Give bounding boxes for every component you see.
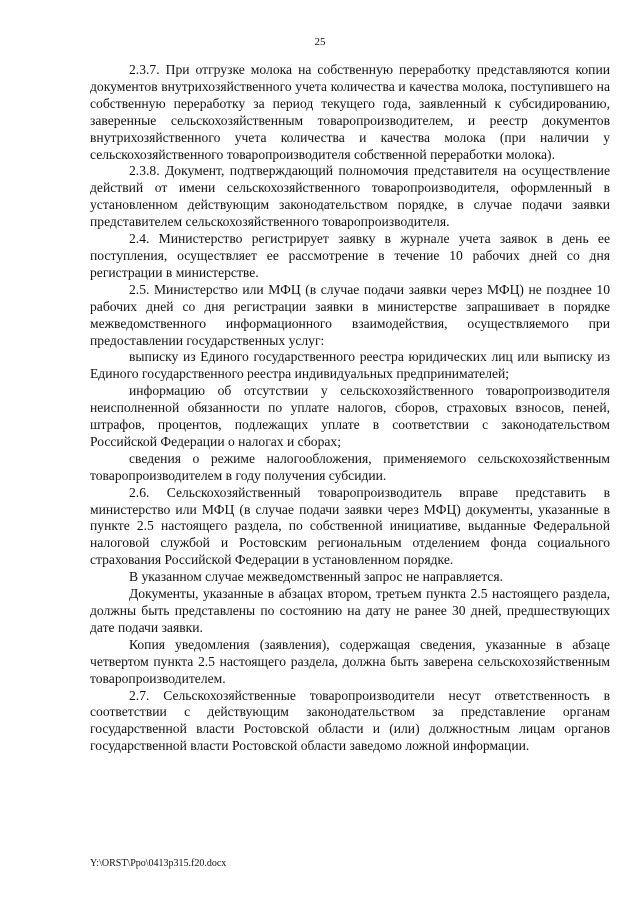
paragraph-2-6: 2.6. Сельскохозяйственный товаропроизводитель вправе представить в министерство или МФЦ (в случае подачи заявки через МФЦ) документы, указанные в пункте 2.5 настоящего раздела, по собственной инициативе, выданные Федеральной налоговой службой и Ростовским региональным отделением фонда социального страхования Российской Федерации в установленном порядке. xyxy=(90,484,610,568)
document-body xyxy=(90,62,610,755)
file-path-footer: Y:\ORST\Ppo\0413p315.f20.docx xyxy=(90,858,227,869)
paragraph-2-3-8: 2.3.8. Документ, подтверждающий полномочия представителя на осуществление действий от имени сельскохозяйственного товаропроизводителя, оформленный в установленном действующим законодательством порядке, в случае подачи заявки представителем сельскохозяйственного товаропроизводителя. xyxy=(90,163,610,230)
paragraph-2-4: 2.4. Министерство регистрирует заявку в журнале учета заявок в день ее поступления, осуществляет ее рассмотрение в течение 10 рабочих дней со дня регистрации в министерстве. xyxy=(90,231,610,280)
paragraph-2-5-item-tax-debt: информацию об отсутствии у сельскохозяйственного товаропроизводителя неисполненной обязанности по уплате налогов, сборов, страховых взносов, пеней, штрафов, процентов, подлежащих уплате в соответствии с законодательством Российской Федерации о налогах и сборах; xyxy=(90,383,610,449)
paragraph-2-5-item-tax-regime: сведения о режиме налогообложения, применяемого сельскохозяйственным товаропроизводителем в году получения субсидии. xyxy=(90,450,610,483)
paragraph-2-7: 2.7. Сельскохозяйственные товаропроизводители несут ответственность в соответствии с действующим законодательством за представление органам государственной власти Ростовской области и (или) должностным лицам органов государственной власти Ростовской области заведомо ложной информации. xyxy=(90,687,610,754)
paragraph-2-6-documents-date: Документы, указанные в абзацах втором, третьем пункта 2.5 настоящего раздела, должны быть представлены по состоянию на дату не ранее 30 дней, предшествующих дате подачи заявки. xyxy=(90,586,610,635)
page-number: 25 xyxy=(314,36,326,48)
paragraph-2-3-7: 2.3.7. При отгрузке молока на собственную переработку представляются копии документов внутрихозяйственного учета количества и качества молока, поступившего на собственную переработку за период текущего года, заявленный к субсидированию, заверенные сельскохозяйственным товаропроизводителем, и реестр документов внутрихозяйственного учета количества и качества молока (при наличии у сельскохозяйственного товаропроизводителя собственной переработки молока). xyxy=(90,62,610,162)
paragraph-2-5: 2.5. Министерство или МФЦ (в случае подачи заявки через МФЦ) не позднее 10 рабочих дней со дня регистрации заявки в министерстве запрашивает в порядке межведомственного информационного взаимодействия, осуществляемого при предоставлении государственных услуг: xyxy=(90,281,610,348)
paragraph-2-6-notice-copy: Копия уведомления (заявления), содержащая сведения, указанные в абзаце четвертом пункта 2.5 настоящего раздела, должна быть заверена сельскохозяйственным товаропроизводителем. xyxy=(90,636,610,686)
paragraph-2-6-no-request: В указанном случае межведомственный запрос не направляется. xyxy=(129,569,503,585)
paragraph-2-5-item-egrul: выписку из Единого государственного реестра юридических лиц или выписку из Единого государственного реестра индивидуальных предпринимателей; xyxy=(90,349,610,382)
